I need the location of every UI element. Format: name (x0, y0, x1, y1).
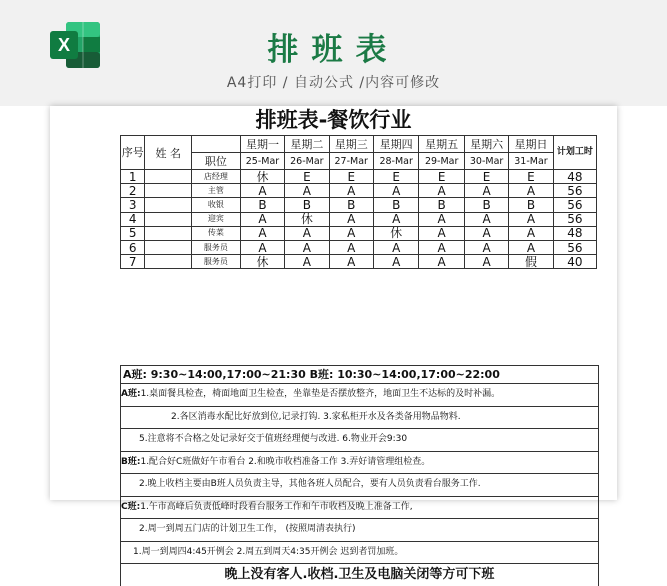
header-date: 26-Mar (285, 153, 329, 170)
row-number-cell[interactable]: 3 (121, 198, 145, 212)
row-number-cell[interactable]: 7 (121, 255, 145, 269)
header-date: 27-Mar (329, 153, 373, 170)
total-hours-cell[interactable]: 56 (553, 198, 596, 212)
table-row (121, 198, 597, 212)
note-text: 1.桌面餐具检查，椅面地面卫生检查，坐靠垫是否摆放整齐，地面卫生不达标的及时补漏。 (140, 389, 501, 399)
shift-cell[interactable]: B (464, 198, 508, 212)
row-number-cell[interactable]: 1 (121, 170, 145, 184)
header-total: 计划工时 (553, 136, 596, 170)
shift-cell[interactable]: A (373, 212, 418, 226)
shift-cell[interactable]: 休 (240, 170, 284, 184)
name-cell[interactable] (145, 226, 192, 240)
shift-cell[interactable]: A (509, 184, 553, 198)
note-line (121, 474, 598, 497)
note-text: 1.周一到周四4:45开例会 2.周五到周天4:35开例会 迟到者罚加班。 (133, 546, 404, 557)
shift-cell[interactable]: E (285, 170, 329, 184)
note-text: 2.各区消毒水配比好放到位,记录打钩. 3.家私柜开水及各类备用物品物料. (171, 411, 461, 422)
header-row-days (121, 136, 597, 153)
shift-cell[interactable]: B (285, 198, 329, 212)
header-day: 星期四 (373, 136, 418, 153)
shift-cell[interactable]: 休 (373, 226, 418, 240)
shift-cell[interactable]: A (285, 226, 329, 240)
name-cell[interactable] (145, 212, 192, 226)
table-row (121, 226, 597, 240)
row-number-cell[interactable]: 2 (121, 184, 145, 198)
table-row (121, 212, 597, 226)
note-line (121, 542, 598, 565)
name-cell[interactable] (145, 255, 192, 269)
header-day: 星期六 (464, 136, 508, 153)
note-line (121, 519, 598, 542)
shift-cell[interactable]: B (373, 198, 418, 212)
shift-cell[interactable]: A (240, 184, 284, 198)
shift-cell[interactable]: A (419, 212, 464, 226)
shift-cell[interactable]: E (509, 170, 553, 184)
note-text: 1.配合好C班做好午市看台 2.和晚市收档准备工作 3.弄好请管理组检查。 (140, 456, 431, 467)
name-cell[interactable] (145, 184, 192, 198)
table-row (121, 255, 597, 269)
notes-block (120, 365, 599, 586)
note-line (121, 452, 598, 475)
total-hours-cell[interactable]: 40 (553, 255, 596, 269)
shift-cell[interactable]: A (373, 255, 418, 269)
footer-note: 晚上没有客人.收档.卫生及电脑关闭等方可下班 (224, 567, 495, 582)
shift-cell[interactable]: 休 (285, 212, 329, 226)
shift-cell[interactable]: A (285, 184, 329, 198)
schedule-sheet (50, 106, 617, 582)
note-text: 1.午市高峰后负责低峰时段看台服务工作和午市收档及晚上准备工作, (140, 501, 413, 512)
position-cell[interactable]: 服务员 (192, 240, 241, 254)
note-text: 2.晚上收档主要由B班人员负责主导，其他各班人员配合，要有人员负责看台服务工作. (139, 479, 481, 489)
table-row (121, 184, 597, 198)
svg-text:X: X (57, 35, 71, 55)
row-number-cell[interactable]: 4 (121, 212, 145, 226)
shift-cell[interactable]: A (329, 240, 373, 254)
schedule-table (120, 135, 597, 269)
header-day: 星期五 (419, 136, 464, 153)
shift-cell[interactable]: 休 (240, 255, 284, 269)
header-blank (192, 136, 241, 153)
header-seq: 序号 (121, 136, 145, 170)
shift-cell[interactable]: B (419, 198, 464, 212)
row-number-cell[interactable]: 5 (121, 226, 145, 240)
header-date: 28-Mar (373, 153, 418, 170)
row-number-cell[interactable]: 6 (121, 240, 145, 254)
header-position: 职位 (192, 153, 241, 170)
note-line (121, 407, 598, 430)
shift-cell[interactable]: A (419, 226, 464, 240)
position-cell[interactable]: 传菜 (192, 226, 241, 240)
note-label: B班: (121, 456, 141, 467)
shift-cell[interactable]: A (373, 240, 418, 254)
shift-cell[interactable]: A (509, 212, 553, 226)
shift-cell[interactable]: A (285, 255, 329, 269)
shift-cell[interactable]: E (373, 170, 418, 184)
shift-cell[interactable]: B (329, 198, 373, 212)
shift-cell[interactable]: A (464, 240, 508, 254)
shift-cell[interactable]: A (419, 240, 464, 254)
table-row (121, 170, 597, 184)
shift-cell[interactable]: E (464, 170, 508, 184)
banner-title: 排班表 (267, 32, 400, 68)
shift-cell[interactable]: A (240, 212, 284, 226)
total-hours-cell[interactable]: 56 (553, 212, 596, 226)
position-cell[interactable]: 主管 (192, 184, 241, 198)
header-date: 29-Mar (419, 153, 464, 170)
shift-cell[interactable]: A (464, 212, 508, 226)
shift-cell[interactable]: A (285, 240, 329, 254)
shift-cell[interactable]: A (464, 184, 508, 198)
position-cell[interactable]: 服务员 (192, 255, 241, 269)
position-cell[interactable]: 店经理 (192, 170, 241, 184)
shift-cell[interactable]: A (329, 212, 373, 226)
shift-cell[interactable]: A (329, 255, 373, 269)
total-hours-cell[interactable]: 48 (553, 226, 596, 240)
shift-cell[interactable]: B (240, 198, 284, 212)
shift-cell[interactable]: A (464, 226, 508, 240)
total-hours-cell[interactable]: 56 (553, 184, 596, 198)
banner-subtitle: A4打印 / 自动公式 /内容可修改 (226, 75, 441, 91)
header-date: 30-Mar (464, 153, 508, 170)
note-line (121, 384, 598, 407)
name-cell[interactable] (145, 170, 192, 184)
note-text: 5.注意将不合格之处记录好交于值班经理便与改进. 6.物业开会9:30 (139, 434, 408, 444)
name-cell[interactable] (145, 198, 192, 212)
shift-cell[interactable]: 假 (509, 255, 553, 269)
table-row (121, 240, 597, 254)
sheet-title: 排班表-餐饮行业 (255, 108, 412, 132)
shift-cell[interactable]: A (329, 226, 373, 240)
header-day: 星期三 (329, 136, 373, 153)
shift-cell[interactable]: A (373, 184, 418, 198)
shift-cell[interactable]: B (509, 198, 553, 212)
note-label: A班: (121, 389, 141, 399)
header-date: 25-Mar (240, 153, 284, 170)
header-day: 星期二 (285, 136, 329, 153)
shift-cell[interactable]: A (240, 240, 284, 254)
shift-cell[interactable]: A (240, 226, 284, 240)
shift-cell[interactable]: A (419, 184, 464, 198)
header-row-dates (121, 153, 597, 170)
shift-cell[interactable]: A (509, 226, 553, 240)
total-hours-cell[interactable]: 56 (553, 240, 596, 254)
total-hours-cell[interactable]: 48 (553, 170, 596, 184)
shift-cell[interactable]: A (509, 240, 553, 254)
header-day: 星期日 (509, 136, 553, 153)
header-day: 星期一 (240, 136, 284, 153)
shift-cell[interactable]: A (329, 184, 373, 198)
note-line (121, 429, 598, 452)
position-cell[interactable]: 迎宾 (192, 212, 241, 226)
shift-cell[interactable]: A (464, 255, 508, 269)
shift-cell[interactable]: A (419, 255, 464, 269)
header-name: 姓 名 (145, 136, 192, 170)
position-cell[interactable]: 收银 (192, 198, 241, 212)
name-cell[interactable] (145, 240, 192, 254)
header-date: 31-Mar (509, 153, 553, 170)
shift-cell[interactable]: E (329, 170, 373, 184)
note-label: C班: (121, 501, 141, 512)
shift-cell[interactable]: E (419, 170, 464, 184)
shift-times: A班: 9:30~14:00,17:00~21:30 B班: 10:30~14:00,17:00~22:00 (121, 365, 598, 384)
note-text: 2.周一到周五门店的计划卫生工作， (按照周清表执行) (139, 524, 356, 534)
